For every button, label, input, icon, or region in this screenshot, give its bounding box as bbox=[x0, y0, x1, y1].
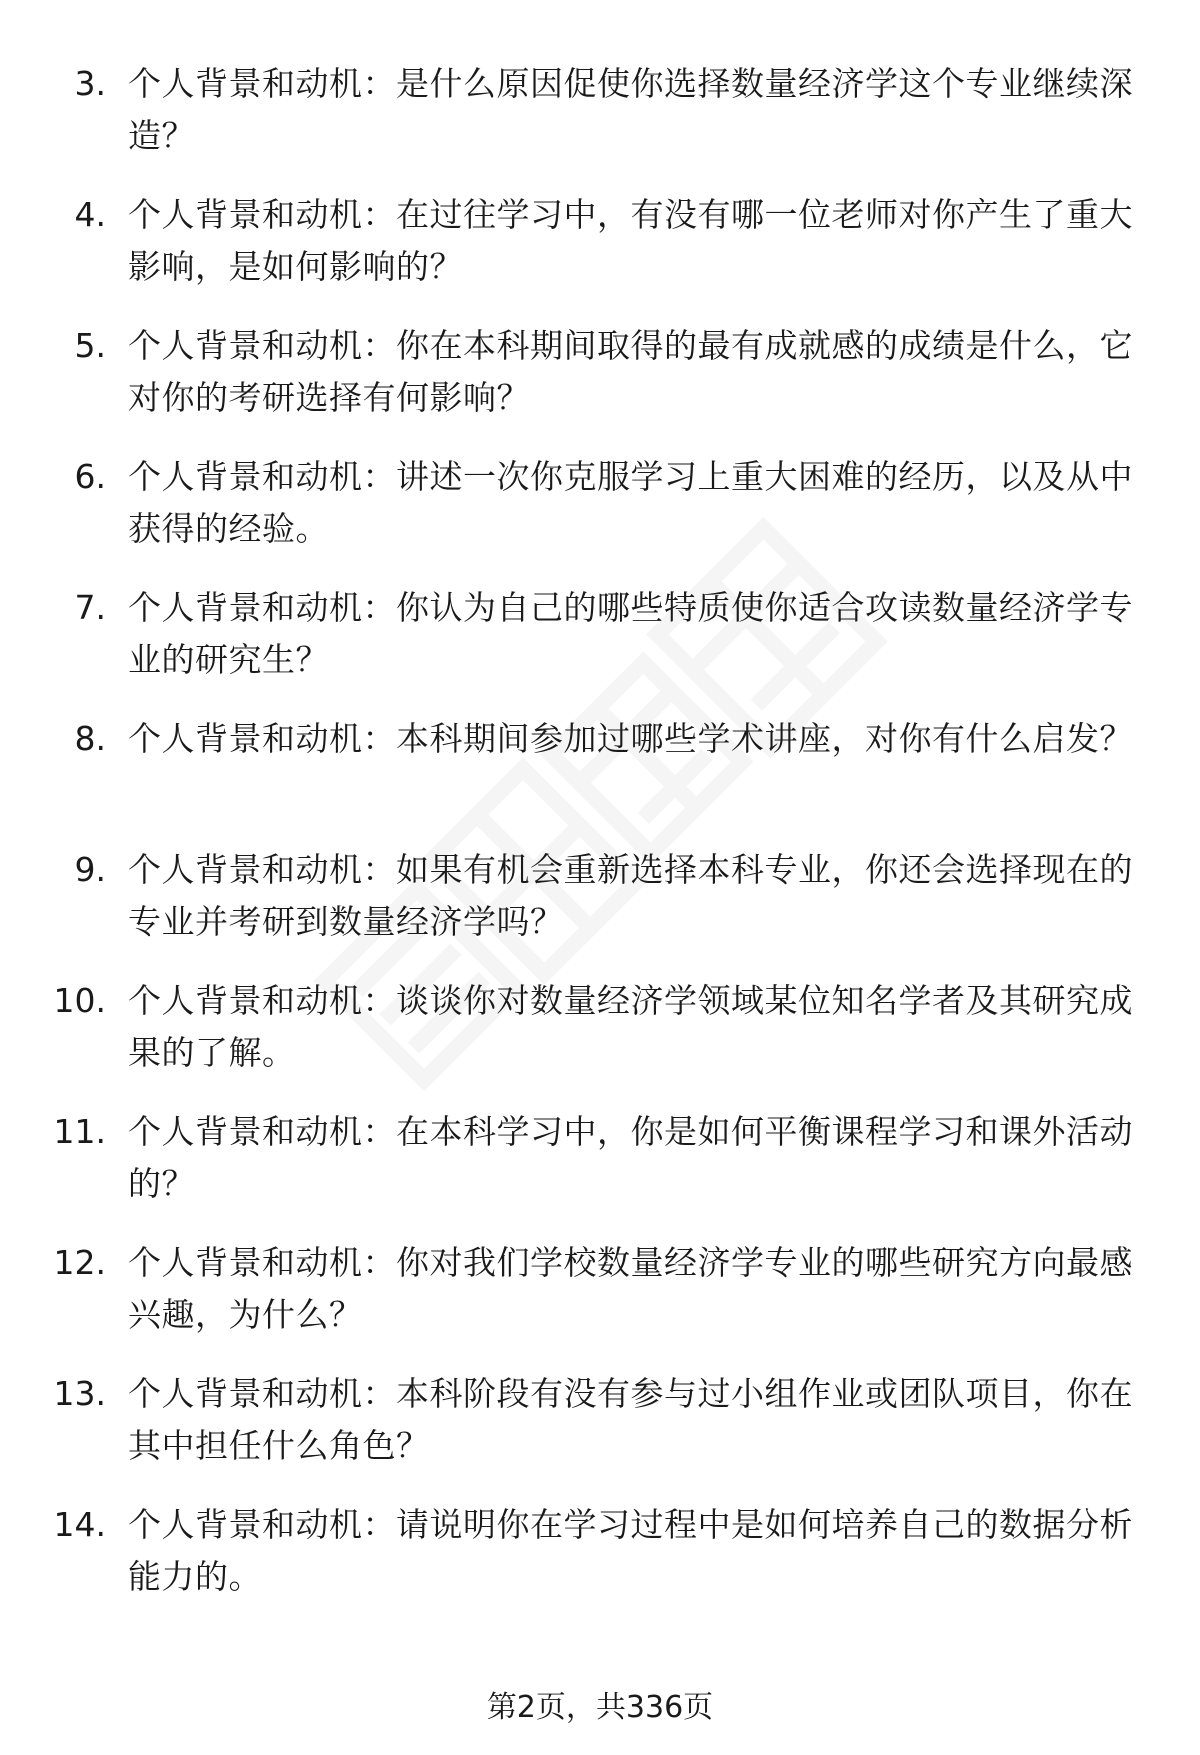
question-item bbox=[0, 1368, 1200, 1499]
question-item bbox=[0, 451, 1200, 582]
question-number: 12. bbox=[53, 1243, 106, 1282]
question-number: 10. bbox=[53, 981, 106, 1020]
question-number: 11. bbox=[53, 1112, 106, 1151]
question-number: 9. bbox=[74, 850, 106, 889]
question-item bbox=[0, 1237, 1200, 1368]
question-text: 个人背景和动机：你对我们学校数量经济学专业的哪些研究方向最感兴趣，为什么？ bbox=[128, 1243, 1133, 1334]
question-text: 个人背景和动机：本科阶段有没有参与过小组作业或团队项目，你在其中担任什么角色？ bbox=[128, 1374, 1133, 1465]
question-text: 个人背景和动机：本科期间参加过哪些学术讲座，对你有什么启发？ bbox=[128, 719, 1133, 758]
question-item bbox=[0, 1106, 1200, 1237]
question-item bbox=[0, 975, 1200, 1106]
question-text: 个人背景和动机：谈谈你对数量经济学领域某位知名学者及其研究成果的了解。 bbox=[128, 981, 1133, 1072]
question-number: 4. bbox=[74, 195, 106, 234]
question-text: 个人背景和动机：在本科学习中，你是如何平衡课程学习和课外活动的？ bbox=[128, 1112, 1133, 1203]
question-number: 13. bbox=[53, 1374, 106, 1413]
question-list bbox=[0, 58, 1200, 1630]
question-item bbox=[0, 58, 1200, 189]
question-item bbox=[0, 582, 1200, 713]
question-text: 个人背景和动机：请说明你在学习过程中是如何培养自己的数据分析能力的。 bbox=[128, 1505, 1133, 1596]
question-number: 3. bbox=[74, 64, 106, 103]
question-text: 个人背景和动机：在过往学习中，有没有哪一位老师对你产生了重大影响，是如何影响的？ bbox=[128, 195, 1133, 286]
question-number: 8. bbox=[74, 719, 106, 758]
page-indicator: 第2页，共336页 bbox=[486, 1690, 714, 1725]
question-item bbox=[0, 844, 1200, 975]
question-text: 个人背景和动机：如果有机会重新选择本科专业，你还会选择现在的专业并考研到数量经济学吗？ bbox=[128, 850, 1133, 941]
question-item bbox=[0, 713, 1200, 844]
question-item bbox=[0, 1499, 1200, 1630]
question-number: 5. bbox=[74, 326, 106, 365]
question-text: 个人背景和动机：讲述一次你克服学习上重大困难的经历，以及从中获得的经验。 bbox=[128, 457, 1133, 548]
question-item bbox=[0, 189, 1200, 320]
question-text: 个人背景和动机：你在本科期间取得的最有成就感的成绩是什么，它对你的考研选择有何影响？ bbox=[128, 326, 1133, 417]
question-text: 个人背景和动机：你认为自己的哪些特质使你适合攻读数量经济学专业的研究生？ bbox=[128, 588, 1133, 679]
question-item bbox=[0, 320, 1200, 451]
question-text: 个人背景和动机：是什么原因促使你选择数量经济学这个专业继续深造？ bbox=[128, 64, 1133, 155]
question-number: 6. bbox=[74, 457, 106, 496]
question-number: 7. bbox=[74, 588, 106, 627]
question-number: 14. bbox=[53, 1505, 106, 1544]
